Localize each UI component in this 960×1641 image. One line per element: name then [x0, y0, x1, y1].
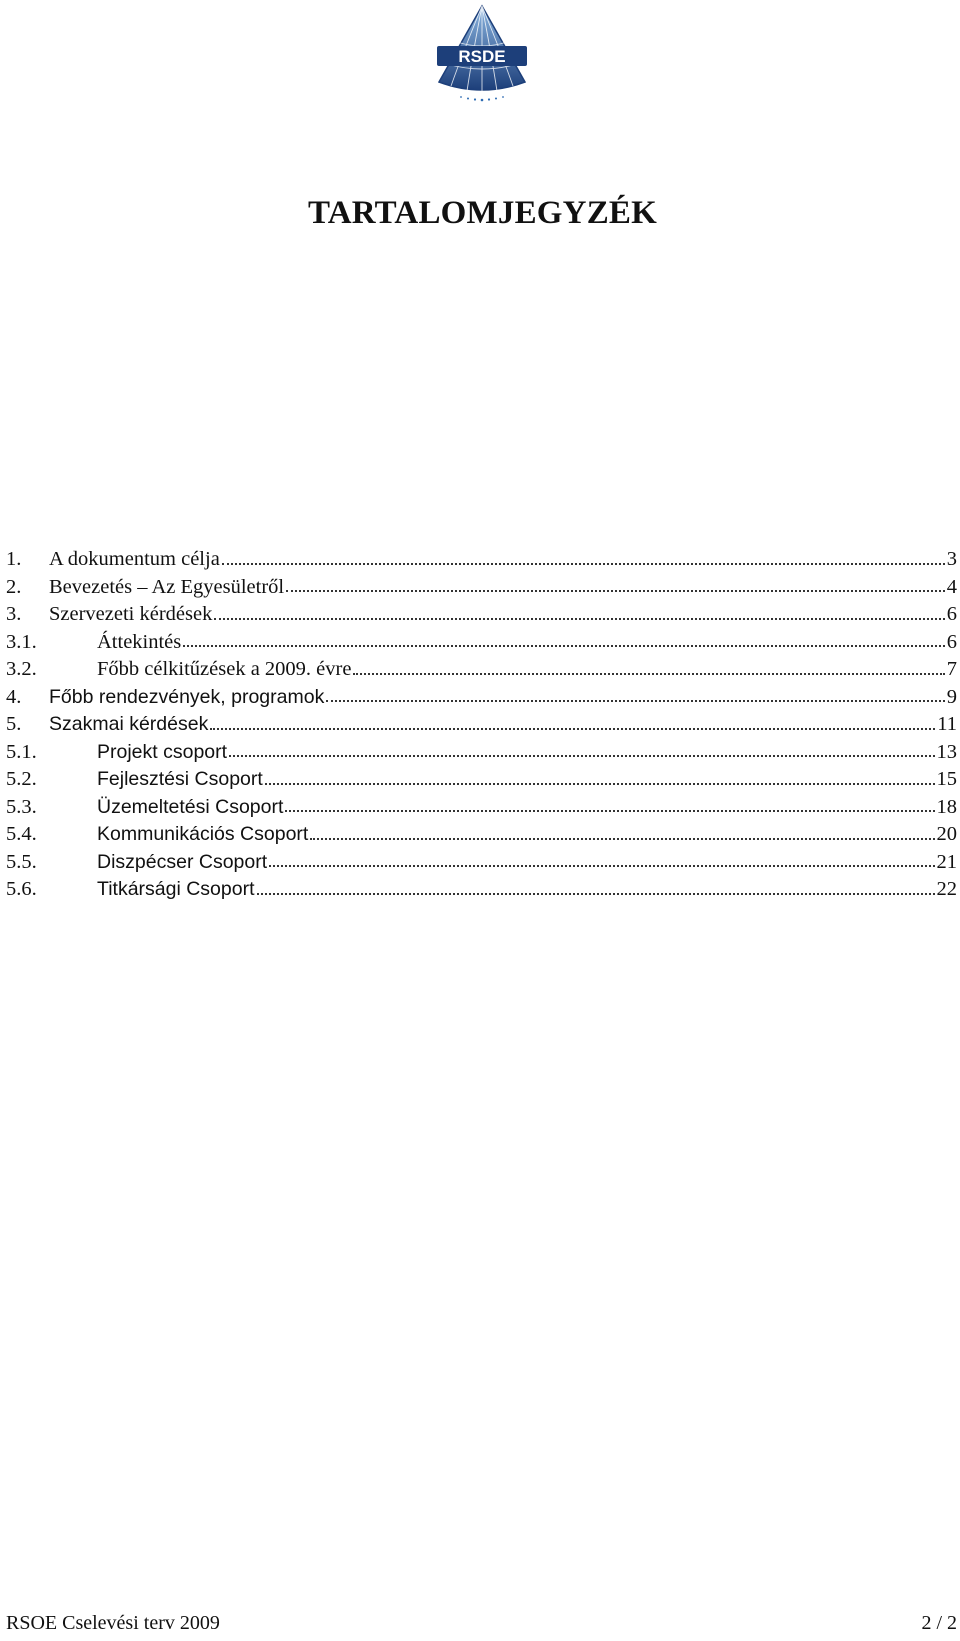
toc-entry-number: 3. [6, 603, 22, 625]
toc-entry-label: Főbb rendezvények, programok [49, 685, 325, 708]
toc-entry[interactable] [6, 851, 957, 879]
toc-entry-number: 1. [6, 548, 22, 570]
toc-entry-label: Titkársági Csoport [97, 878, 255, 900]
toc-dot-leader [183, 645, 944, 647]
toc-entry-number: 2. [6, 575, 22, 598]
toc-dot-leader [269, 865, 934, 867]
toc-entry[interactable] [6, 823, 957, 851]
toc-entry-label: Fejlesztési Csoport [97, 768, 263, 790]
toc-entry-page: 11 [937, 713, 957, 735]
toc-entry[interactable] [6, 768, 957, 796]
toc-dot-leader [210, 728, 935, 730]
toc-dot-leader [257, 893, 935, 895]
logo-text: RSDE [458, 47, 506, 66]
toc-entry-page: 18 [936, 795, 957, 818]
toc-entry-number: 5.1. [6, 740, 37, 763]
toc-entry-label: Kommunikációs Csoport [97, 823, 309, 845]
toc-dot-leader [326, 700, 944, 702]
toc-entry[interactable] [6, 548, 957, 576]
toc-entry-label: Szervezeti kérdések [49, 603, 213, 625]
toc-entry-page: 13 [936, 740, 957, 763]
toc-entry-page: 22 [936, 878, 957, 900]
toc-entry-page: 15 [936, 768, 957, 790]
toc-dot-leader [285, 810, 934, 812]
toc-entry-number: 5. [6, 713, 22, 735]
toc-entry-page: 7 [946, 658, 957, 680]
toc-entry-label: Szakmai kérdések [49, 713, 209, 735]
toc-dot-leader [353, 673, 944, 675]
toc-dot-leader [229, 755, 934, 757]
toc-entry-label: Üzemeltetési Csoport [97, 795, 284, 818]
rsoe-logo [433, 2, 531, 102]
toc-entry[interactable] [6, 878, 957, 906]
toc-entry-number: 5.5. [6, 850, 37, 873]
toc-entry-label: Áttekintés [97, 630, 182, 653]
footer-page-number: 2 / 2 [921, 1612, 957, 1634]
toc-entry-label: Főbb célkitűzések a 2009. évre [97, 658, 352, 680]
toc-entry-number: 5.4. [6, 823, 37, 845]
toc-entry-number: 5.6. [6, 878, 37, 900]
toc-entry-page: 21 [936, 850, 957, 873]
toc-entry-label: Projekt csoport [97, 740, 228, 763]
toc-entry[interactable] [6, 576, 957, 604]
toc-dot-leader [286, 590, 945, 592]
toc-entry[interactable] [6, 658, 957, 686]
toc-dot-leader [310, 838, 934, 840]
toc-entry[interactable] [6, 631, 957, 659]
footer-document-title: RSOE Cselevési terv 2009 [6, 1612, 220, 1634]
toc-dot-leader [222, 563, 945, 565]
toc-entry-number: 5.3. [6, 795, 37, 818]
toc-entry[interactable] [6, 686, 957, 714]
toc-entry-page: 9 [946, 685, 957, 708]
toc-entry-page: 4 [946, 575, 957, 598]
toc-entry-page: 3 [946, 548, 957, 570]
toc-entry[interactable] [6, 741, 957, 769]
toc-dot-leader [214, 618, 944, 620]
page-footer [6, 1612, 957, 1635]
toc-entry-label: Bevezetés – Az Egyesületről [49, 575, 285, 598]
toc-entry-number: 3.1. [6, 630, 37, 653]
toc-entry-number: 3.2. [6, 658, 37, 680]
toc-entry-label: Diszpécser Csoport [97, 850, 268, 873]
toc-entry-page: 6 [946, 630, 957, 653]
table-of-contents [6, 548, 957, 906]
toc-entry-page: 6 [946, 603, 957, 625]
toc-entry-label: A dokumentum célja [49, 548, 220, 570]
toc-entry[interactable] [6, 603, 957, 631]
toc-dot-leader [265, 783, 935, 785]
toc-entry-page: 20 [936, 823, 957, 845]
toc-entry-number: 4. [6, 685, 22, 708]
toc-entry[interactable] [6, 796, 957, 824]
page-title: TARTALOMJEGYZÉK [308, 195, 657, 231]
toc-entry-number: 5.2. [6, 768, 37, 790]
toc-entry[interactable] [6, 713, 957, 741]
